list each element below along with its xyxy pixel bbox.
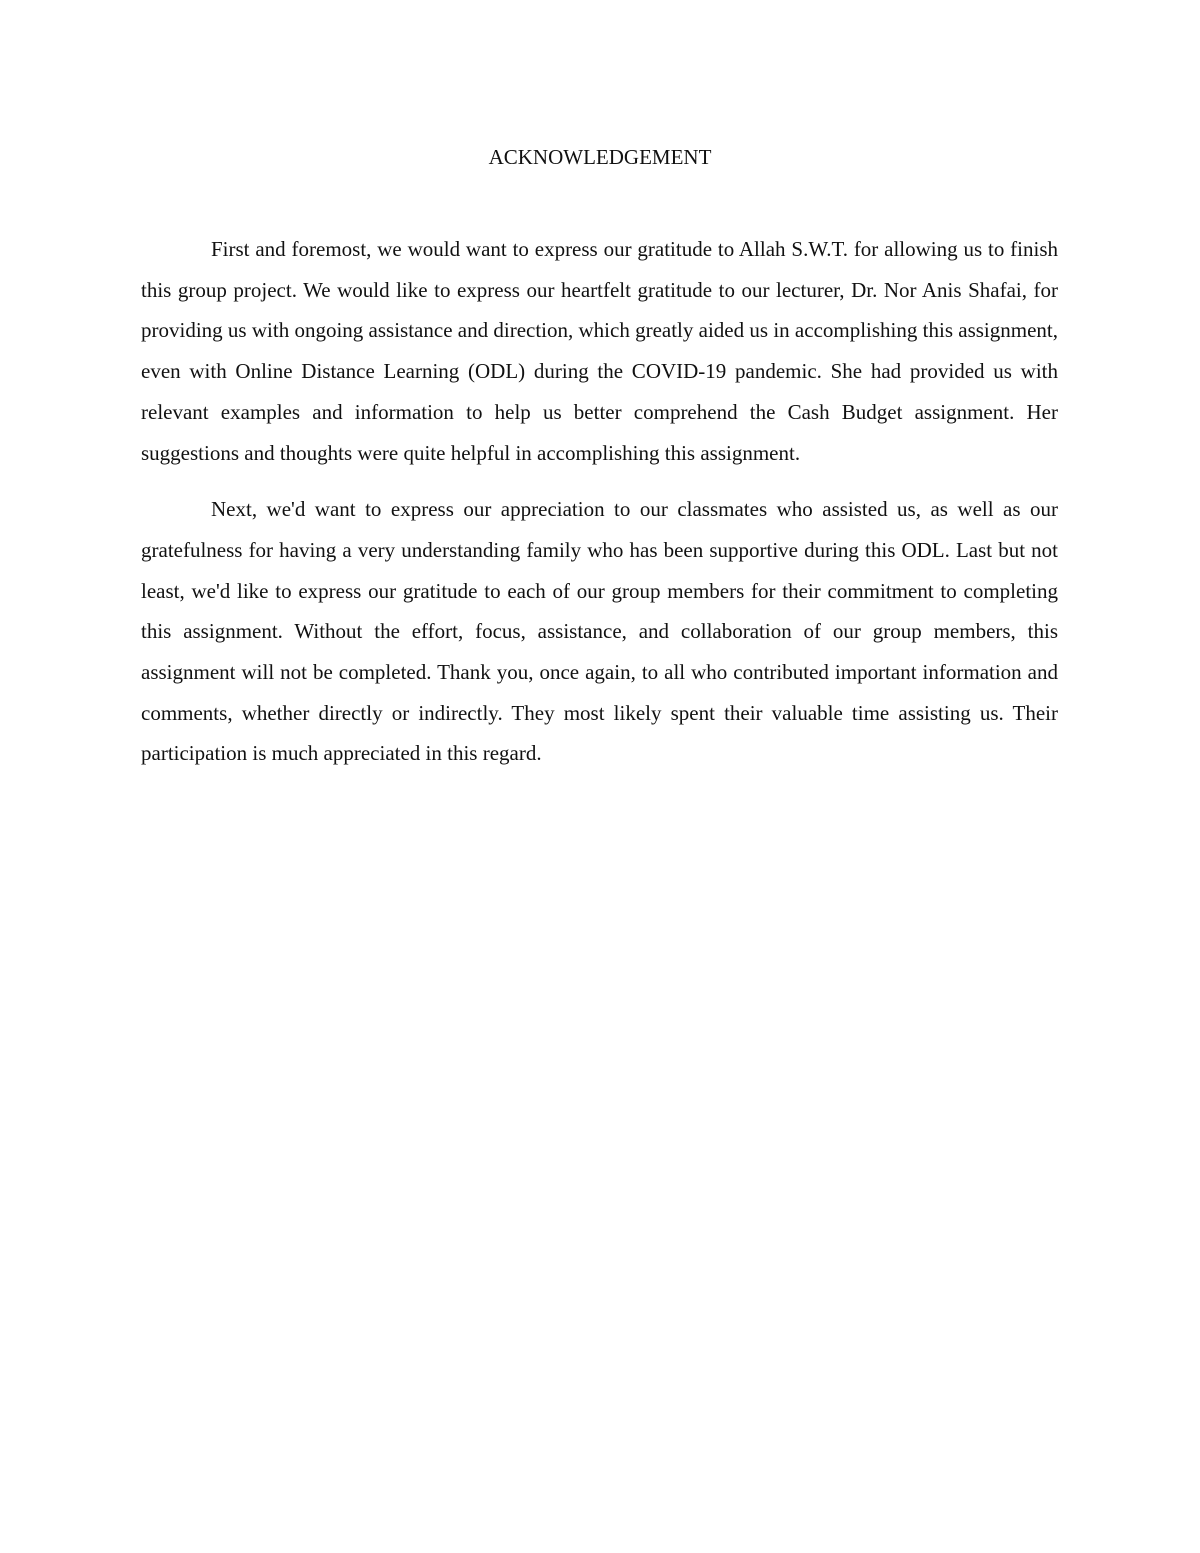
page-title: ACKNOWLEDGEMENT	[488, 145, 712, 169]
paragraph-gratitude-classmates: Next, we'd want to express our appreciation to our classmates who assisted us, as well as our gratefulness for having a very understanding family who has been supportive during this ODL. Last but not least, we'd like to express our gratitude to each of our group members for their commitment to completing this assignment. Without the effort, focus, assistance, and collaboration of our group members, this assignment will not be completed. Thank you, once again, to all who contributed important information and comments, whether directly or indirectly. They most likely spent their valuable time assisting us. Their participation is much appreciated in this regard.	[141, 497, 1058, 766]
acknowledgement-body	[141, 229, 1058, 774]
paragraph-gratitude-lecturer: First and foremost, we would want to express our gratitude to Allah S.W.T. for allowing us to finish this group project. We would like to express our heartfelt gratitude to our lecturer, Dr. Nor Anis Shafai, for providing us with ongoing assistance and direction, which greatly aided us in accomplishing this assignment, even with Online Distance Learning (ODL) during the COVID-19 pandemic. She had provided us with relevant examples and information to help us better comprehend the Cash Budget assignment. Her suggestions and thoughts were quite helpful in accomplishing this assignment.	[141, 237, 1058, 465]
